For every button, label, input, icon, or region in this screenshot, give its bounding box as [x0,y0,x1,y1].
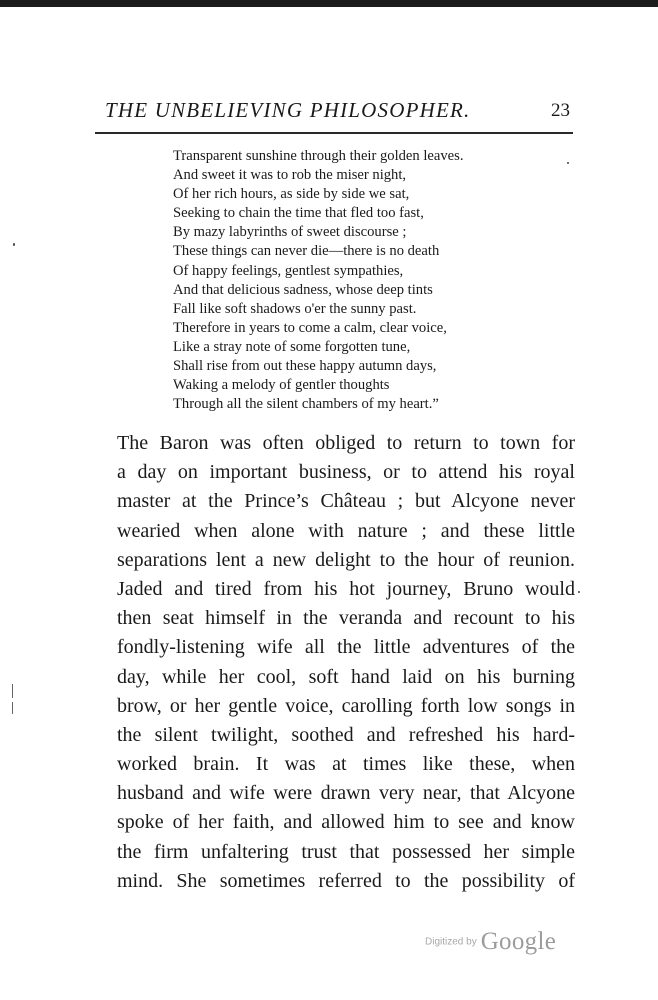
header-rule [95,132,573,134]
poem-line: Therefore in years to come a calm, clear voice, [173,319,447,336]
poem-line: Shall rise from out these happy autumn days, [173,358,437,375]
poem-block [173,147,573,414]
poem-line: And that delicious sadness, whose deep tints [173,281,433,298]
prose-line: Jaded and tired from his hot journey, Bruno would [117,577,575,600]
margin-mark [12,702,13,714]
prose-paragraph [117,429,575,896]
prose-line: fondly-listening wife all the little adventures of the [117,636,575,659]
poem-line: These things can never die—there is no death [173,243,440,260]
poem-line: Transparent sunshine through their golden leaves. [173,148,464,164]
prose-line: husband and wife were drawn very near, that Alcyone [117,782,575,805]
prose-line: worked brain. It was at times like these, when [117,753,575,776]
scan-speck [567,162,569,164]
margin-mark [12,684,13,698]
page-top-edge [0,0,658,7]
poem-line: Through all the silent chambers of my heart.” [173,396,439,413]
prose-line: spoke of her faith, and allowed him to see and know [117,811,575,834]
poem-line: And sweet it was to rob the miser night, [173,167,407,184]
prose-line: the silent twilight, soothed and refreshed his hard- [117,723,575,746]
running-head [95,98,575,128]
prose-line: the firm unfaltering trust that possessed her simple [117,840,575,863]
poem-line: Of happy feelings, gentlest sympathies, [173,262,404,279]
scan-speck [578,591,580,593]
prose-line: master at the Prince’s Château ; but Alcyone never [117,490,575,513]
page-number: 23 [551,100,570,121]
digitized-by-text: Digitized by [425,936,477,948]
prose-line: mind. She sometimes referred to the possibility of [117,869,575,892]
google-logo: Google [480,928,557,955]
poem-line: Fall like soft shadows o'er the sunny past. [173,300,417,317]
poem-line: Seeking to chain the time that fled too fast, [173,205,424,222]
prose-line: day, while her cool, soft hand laid on his burning [117,665,575,688]
poem-line: Like a stray note of some forgotten tune, [173,338,411,355]
poem-line: By mazy labyrinths of sweet discourse ; [173,224,407,241]
prose-line: separations lent a new delight to the hour of reunion. [117,548,575,571]
scan-speck [13,243,15,246]
prose-line: a day on important business, or to attend his royal [117,461,575,484]
prose-line: The Baron was often obliged to return to town for [117,432,575,454]
prose-line: then seat himself in the veranda and recount to his [117,607,575,630]
poem-line: Of her rich hours, as side by side we sat, [173,186,410,203]
prose-line: brow, or her gentle voice, carolling forth low songs in [117,694,575,717]
prose-line: wearied when alone with nature ; and these little [117,519,575,542]
running-title: THE UNBELIEVING PHILOSOPHER. [105,98,471,122]
poem-line: Waking a melody of gentler thoughts [173,377,390,394]
google-watermark [425,928,556,958]
